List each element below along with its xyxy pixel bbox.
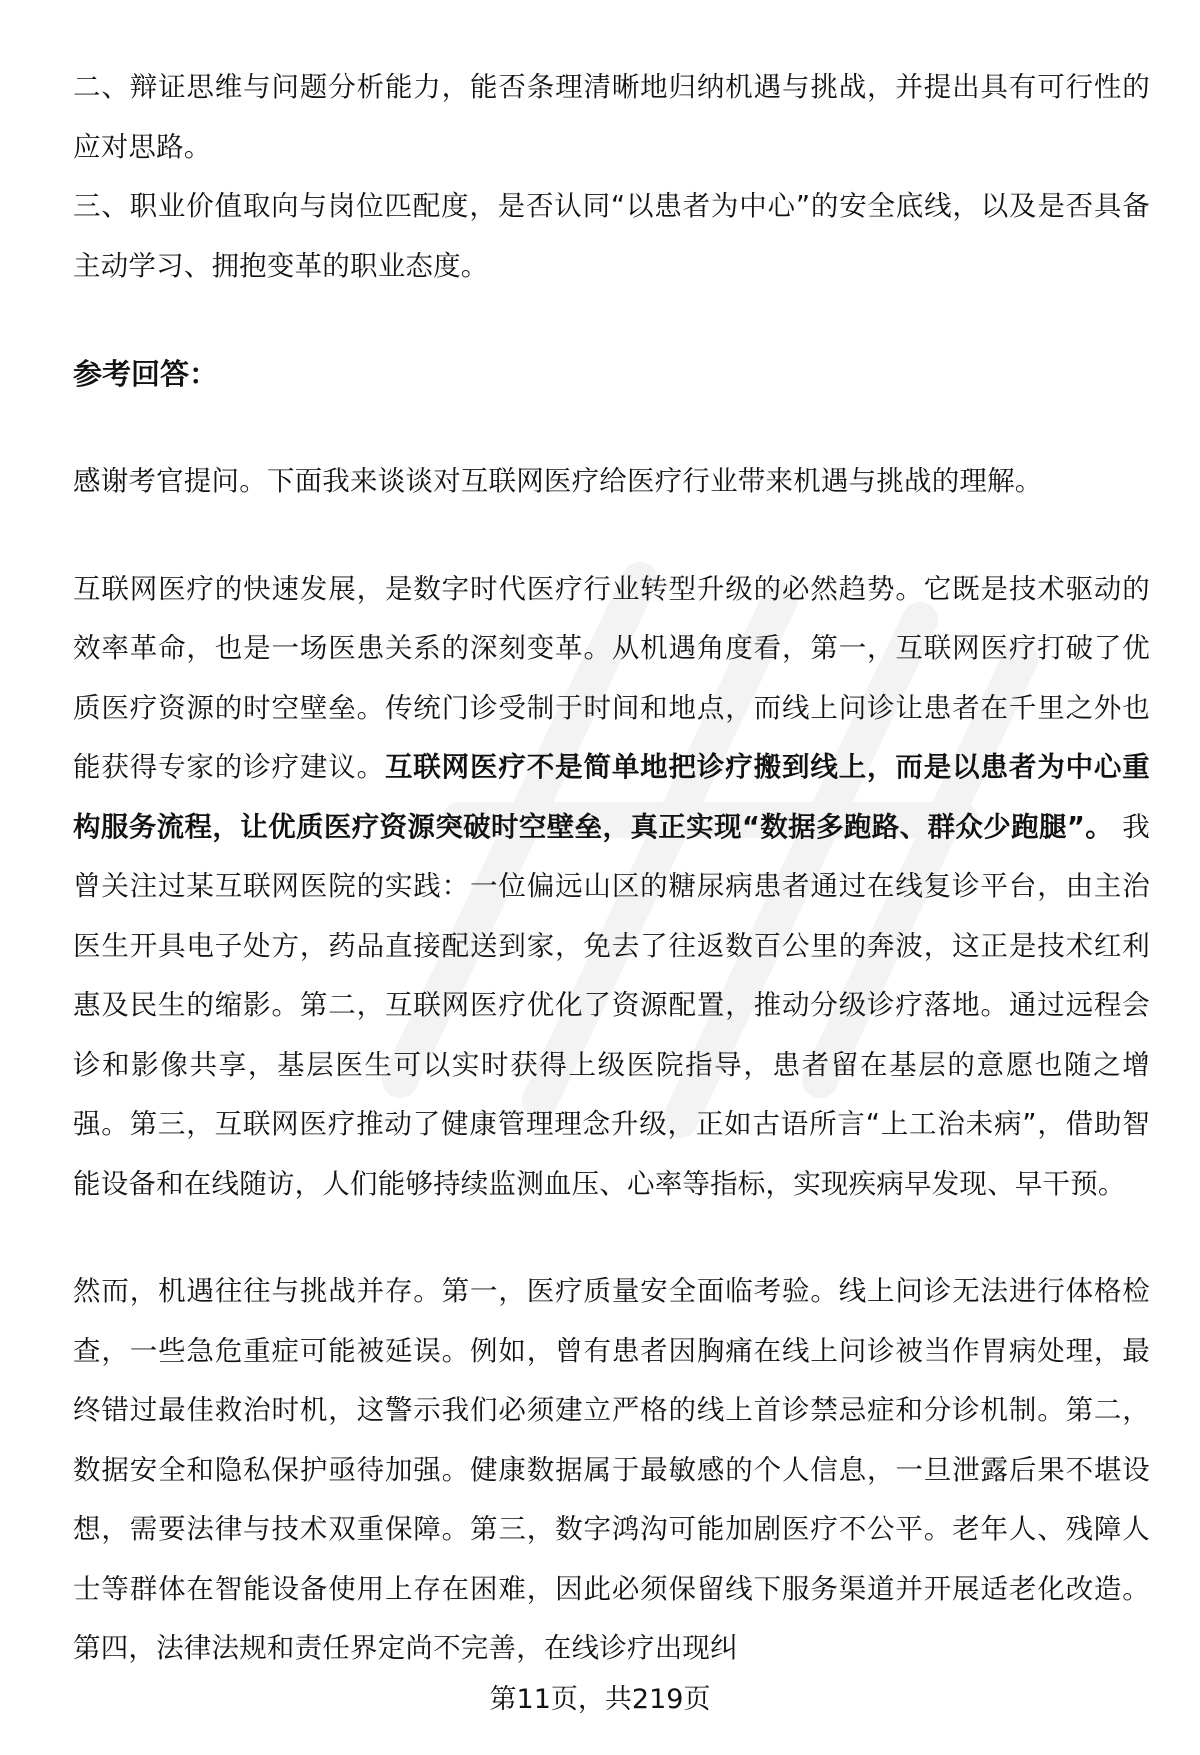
answer-heading: 参考回答： (73, 357, 219, 391)
spacer (73, 296, 1150, 344)
paragraph-text: 互联网医疗的快速发展，是数字时代医疗行业转型升级的必然趋势。它既是技术驱动的效率革命，也是一场医患关系的深刻变革。从机遇角度看，第一，互联网医疗打破了优质医疗资源的时空壁垒。传统门诊受制于时间和地点，而线上问诊让患者在千里之外也能获得专家的诊疗建议。 (73, 572, 1150, 783)
challenges-paragraph: 然而，机遇往往与挑战并存。第一，医疗质量安全面临考验。线上问诊无法进行体格检查，一些急危重症可能被延误。例如，曾有患者因胸痛在线上问诊被当作胃病处理，最终错过最佳救治时机，这警示我们必须建立严格的线上首诊禁忌症和分诊机制。第二，数据安全和隐私保护亟待加强。健康数据属于最敏感的个人信息，一旦泄露后果不堪设想，需要法律与技术双重保障。第三，数字鸿沟可能加剧医疗不公平。老年人、残障人士等群体在智能设备使用上存在困难，因此必须保留线下服务渠道并开展适老化改造。第四，法律法规和责任界定尚不完善，在线诊疗出现纠 (73, 1275, 1150, 1664)
criteria-item-3: 三、职业价值取向与岗位匹配度，是否认同“以患者为中心”的安全底线，以及是否具备主动学习、拥抱变革的职业态度。 (73, 190, 1150, 282)
intro-paragraph: 感谢考官提问。下面我来谈谈对互联网医疗给医疗行业带来机遇与挑战的理解。 (73, 465, 1043, 497)
opportunities-paragraph (73, 560, 1150, 1215)
spacer (73, 1214, 1150, 1262)
paragraph-text: 我曾关注过某互联网医院的实践：一位偏远山区的糖尿病患者通过在线复诊平台，由主治医生开具电子处方，药品直接配送到家，免去了往返数百公里的奔波，这正是技术红利惠及民生的缩影。第二，互联网医疗优化了资源配置，推动分级诊疗落地。通过远程会诊和影像共享，基层医生可以实时获得上级医院指导，患者留在基层的意愿也随之增强。第三，互联网医疗推动了健康管理理念升级，正如古语所言“上工治未病”，借助智能设备和在线随访，人们能够持续监测血压、心率等指标，实现疾病早发现、早干预。 (73, 810, 1150, 1200)
spacer (73, 404, 1150, 452)
bold-highlight: 互联网医疗不是简单地把诊疗搬到线上，而是以患者为中心重构服务流程，让优质医疗资源突破时空壁垒，真正实现“数据多跑路、群众少跑腿”。 (73, 751, 1150, 843)
spacer (73, 512, 1150, 560)
document-body (73, 58, 1150, 1679)
criteria-item-2: 二、辩证思维与问题分析能力，能否条理清晰地归纳机遇与挑战，并提出具有可行性的应对思路。 (73, 71, 1150, 163)
page-number-footer: 第11页，共219页 (489, 1684, 711, 1715)
